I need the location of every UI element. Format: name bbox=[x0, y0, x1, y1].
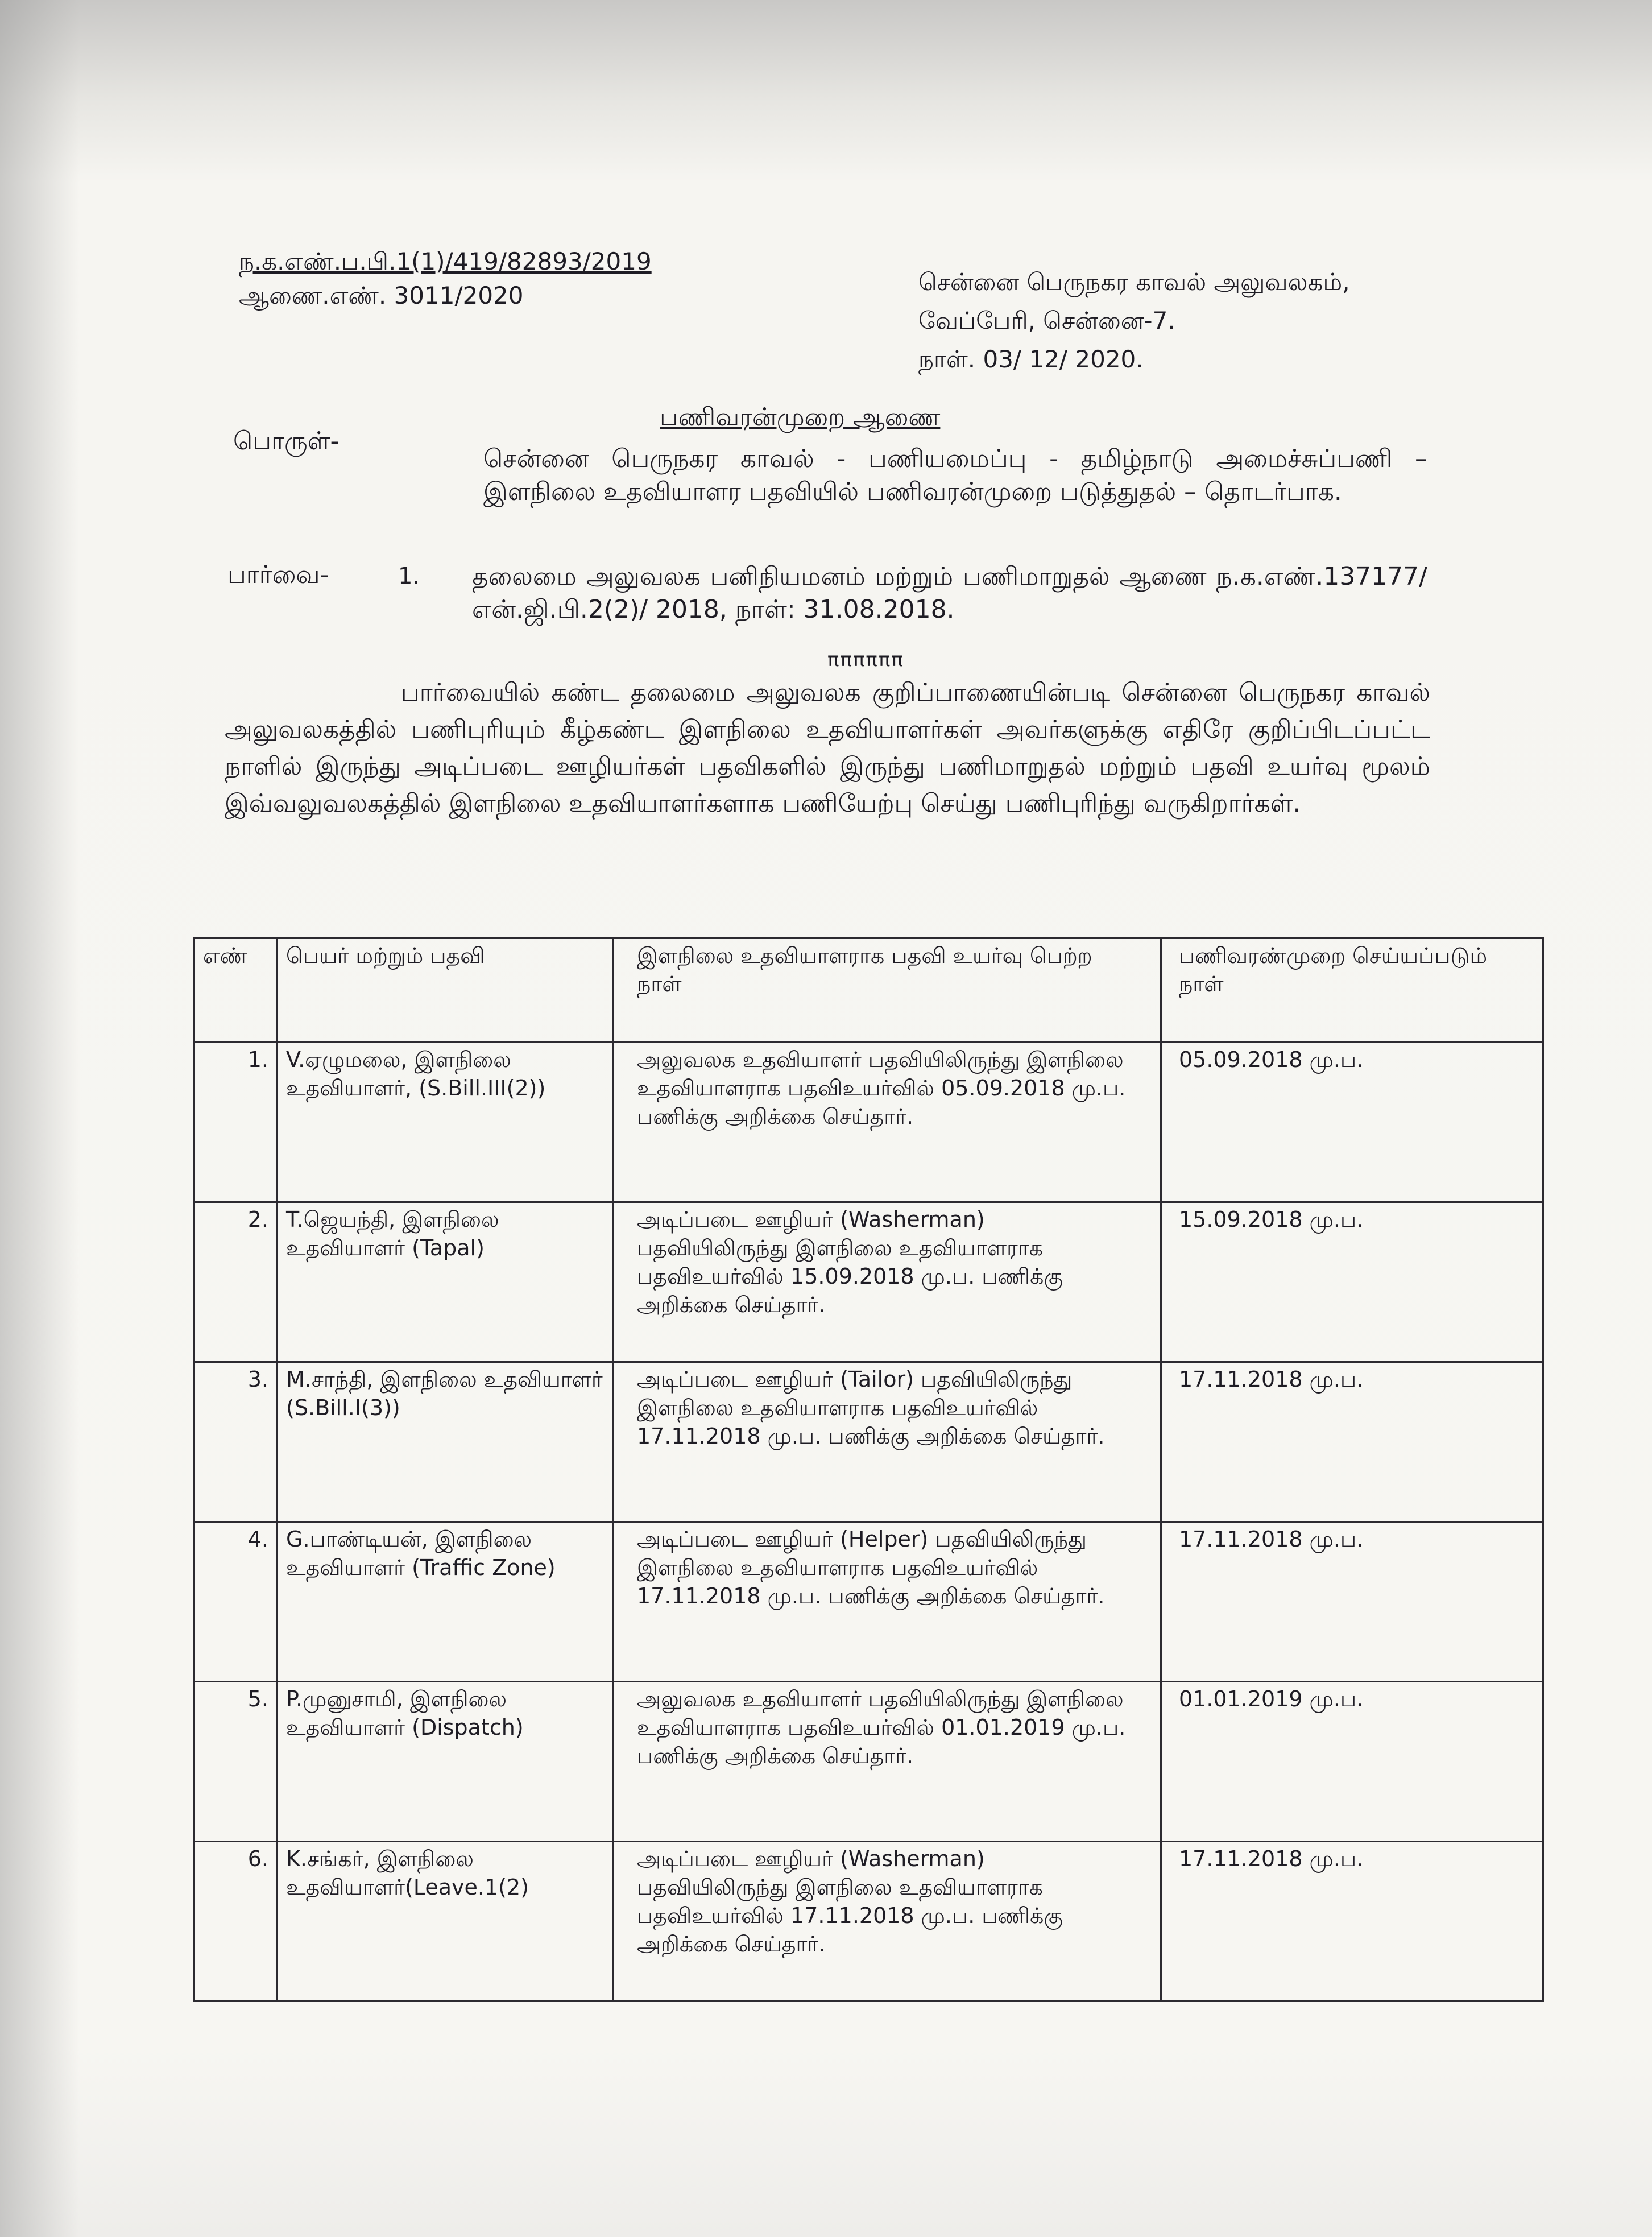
staff-table bbox=[193, 937, 1544, 2002]
table-row bbox=[194, 1043, 1543, 1202]
header-regularisation: பணிவரண்முறை செய்யப்படும் நாள் bbox=[1161, 938, 1543, 1043]
reference-item-number: 1. bbox=[398, 563, 420, 589]
paragraph-text: பார்வையில் கண்ட தலைமை அலுவலக குறிப்பாணையின்படி சென்னை பெருநகர காவல் அலுவலகத்தில் பணிபுரியும் கீழ்கண்ட இளநிலை உதவியாளர்கள் அவர்களுக்கு எதிரே குறிப்பிடப்பட்ட நாளில் இருந்து அடிப்படை ஊழியர்கள் பதவிகளில் இருந்து பணிமாறுதல் மற்றும் பதவி உயர்வு மூலம் இவ்வலுவலகத்தில் இளநிலை உதவியாளர்களாக பணியேற்பு செய்து பணிபுரிந்து வருகிறார்கள். bbox=[225, 678, 1431, 818]
row-name: V.ஏழுமலை, இளநிலை உதவியாளர், (S.Bill.III(2)) bbox=[278, 1043, 614, 1202]
row-name: G.பாண்டியன், இளநிலை உதவியாளர் (Traffic Zone) bbox=[278, 1522, 614, 1682]
document-title: பணிவரன்முறை ஆணை bbox=[660, 403, 941, 432]
row-name: P.முனுசாமி, இளநிலை உதவியாளர் (Dispatch) bbox=[278, 1682, 614, 1842]
row-promotion: அலுவலக உதவியாளர் பதவியிலிருந்து இளநிலை உதவியாளராக பதவிஉயர்வில் 05.09.2018 மு.ப. பணிக்கு அறிக்கை செய்தார். bbox=[614, 1043, 1161, 1202]
table-header-row bbox=[194, 938, 1543, 1043]
row-promotion: அடிப்படை ஊழியர் (Helper) பதவியிலிருந்து இளநிலை உதவியாளராக பதவிஉயர்வில் 17.11.2018 மு.ப. பணிக்கு அறிக்கை செய்தார். bbox=[614, 1522, 1161, 1682]
row-promotion: அடிப்படை ஊழியர் (Washerman) பதவியிலிருந்து இளநிலை உதவியாளராக பதவிஉயர்வில் 17.11.2018 மு.ப. பணிக்கு அறிக்கை செய்தார். bbox=[614, 1842, 1161, 2002]
row-date: 15.09.2018 மு.ப. bbox=[1161, 1202, 1543, 1362]
row-name: T.ஜெயந்தி, இளநிலை உதவியாளர் (Tapal) bbox=[278, 1202, 614, 1362]
row-name: M.சாந்தி, இளநிலை உதவியாளர் (S.Bill.I(3)) bbox=[278, 1362, 614, 1522]
header-no: எண் bbox=[194, 938, 278, 1043]
header-promotion: இளநிலை உதவியாளராக பதவி உயர்வு பெற்ற நாள் bbox=[614, 938, 1161, 1043]
table-row bbox=[194, 1682, 1543, 1842]
row-number: 1. bbox=[194, 1043, 278, 1202]
row-date: 17.11.2018 மு.ப. bbox=[1161, 1842, 1543, 2002]
table-row bbox=[194, 1842, 1543, 2002]
row-promotion: அடிப்படை ஊழியர் (Tailor) பதவியிலிருந்து இளநிலை உதவியாளராக பதவிஉயர்வில் 17.11.2018 மு.ப. பணிக்கு அறிக்கை செய்தார். bbox=[614, 1362, 1161, 1522]
office-line-2: வேப்பேரி, சென்னை-7. bbox=[918, 307, 1175, 334]
row-promotion: அலுவலக உதவியாளர் பதவியிலிருந்து இளநிலை உதவியாளராக பதவிஉயர்வில் 01.01.2019 மு.ப. பணிக்கு அறிக்கை செய்தார். bbox=[614, 1682, 1161, 1842]
reference-number: ந.க.எண்.ப.பி.1(1)/419/82893/2019 bbox=[239, 247, 652, 275]
row-date: 17.11.2018 மு.ப. bbox=[1161, 1522, 1543, 1682]
row-number: 2. bbox=[194, 1202, 278, 1362]
row-date: 01.01.2019 மு.ப. bbox=[1161, 1682, 1543, 1842]
body-paragraph bbox=[225, 674, 1430, 822]
header-left bbox=[239, 245, 652, 313]
subject-text: சென்னை பெருநகர காவல் - பணியமைப்பு - தமிழ்நாடு அமைச்சுப்பணி – இளநிலை உதவியாளர பதவியில் பணிவரன்முறை படுத்துதல் – தொடர்பாக. bbox=[483, 444, 1427, 506]
table-row bbox=[194, 1522, 1543, 1682]
office-line-1: சென்னை பெருநகர காவல் அலுவலகம், bbox=[918, 268, 1350, 296]
table-row bbox=[194, 1202, 1543, 1362]
row-date: 17.11.2018 மு.ப. bbox=[1161, 1362, 1543, 1522]
row-number: 6. bbox=[194, 1842, 278, 2002]
order-number: ஆணை.எண். 3011/2020 bbox=[239, 282, 524, 309]
document-date: நாள். 03/ 12/ 2020. bbox=[918, 345, 1144, 373]
row-number: 5. bbox=[194, 1682, 278, 1842]
row-date: 05.09.2018 மு.ப. bbox=[1161, 1043, 1543, 1202]
header-right bbox=[918, 263, 1349, 379]
header-name: பெயர் மற்றும் பதவி bbox=[278, 938, 614, 1043]
scan-shadow bbox=[0, 0, 80, 2237]
reference-text: தலைமை அலுவலக பனிநியமனம் மற்றும் பணிமாறுதல் ஆணை ந.க.எண்.137177/என்.ஜி.பி.2(2)/ 2018, நாள்: 31.08.2018. bbox=[472, 562, 1427, 624]
reference-label: பார்வை- bbox=[227, 560, 329, 589]
row-number: 4. bbox=[194, 1522, 278, 1682]
table-row bbox=[194, 1362, 1543, 1522]
separator-mark: ππππππ bbox=[827, 648, 904, 671]
row-name: K.சங்கர், இளநிலை உதவியாளர்(Leave.1(2) bbox=[278, 1842, 614, 2002]
subject-label: பொருள்- bbox=[233, 427, 339, 456]
row-number: 3. bbox=[194, 1362, 278, 1522]
row-promotion: அடிப்படை ஊழியர் (Washerman) பதவியிலிருந்து இளநிலை உதவியாளராக பதவிஉயர்வில் 15.09.2018 மு.ப. பணிக்கு அறிக்கை செய்தார். bbox=[614, 1202, 1161, 1362]
